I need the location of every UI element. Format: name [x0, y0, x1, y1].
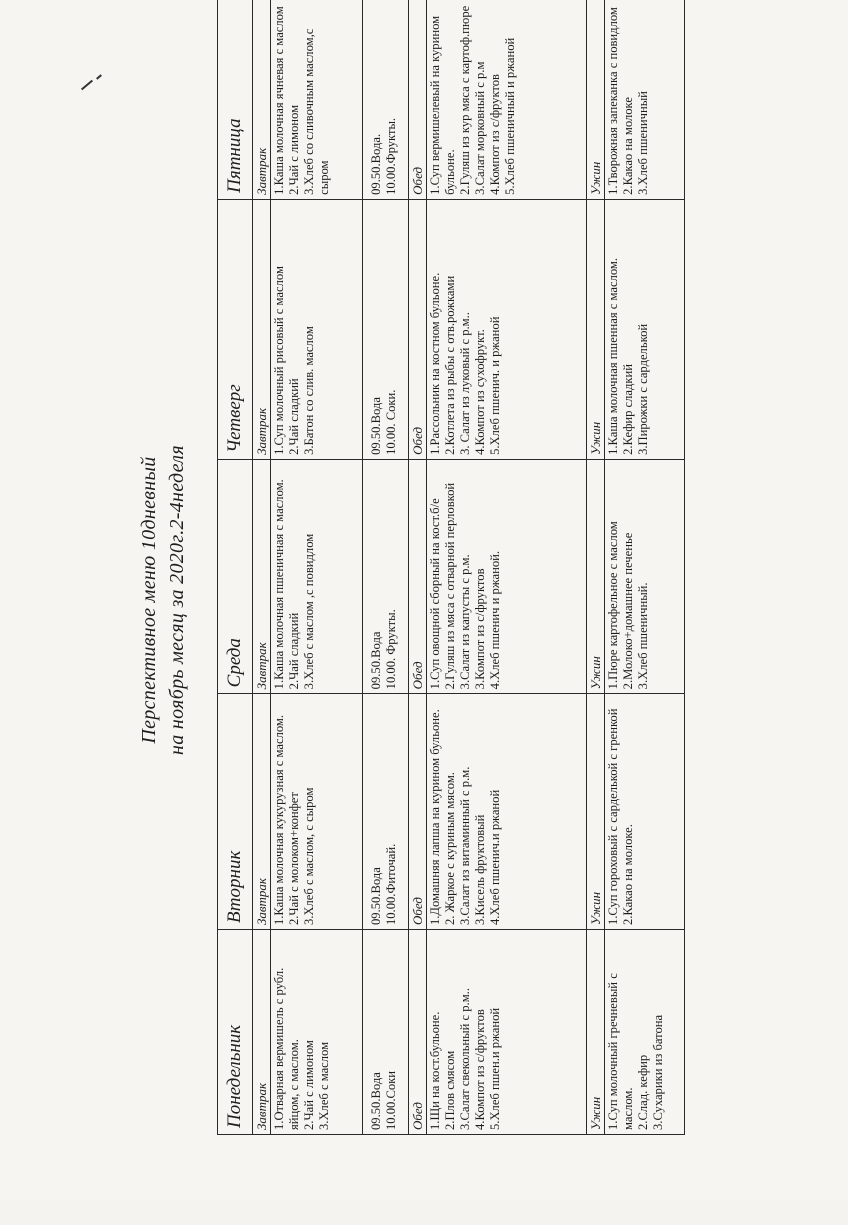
meal-label: Обед [410, 426, 425, 455]
dish: 3.Хлеб с маслом [317, 1041, 331, 1130]
dish: 2.Слад. кефир [636, 1054, 650, 1130]
dish: 2.Молоко+домашнее печенье [621, 532, 635, 690]
dish: 2.Чай сладкий [287, 378, 301, 455]
dish: 2.Гуляш из мяса с отварной перловкой [443, 482, 457, 690]
dish: 1.Творожная запеканка с повидлом [606, 7, 620, 195]
snack-item: 09.50.Вода [369, 1072, 383, 1130]
dish: 3.Кисель фруктовый [473, 814, 487, 926]
lunch-label-cell [409, 199, 427, 459]
dish: 4.Компот из с/фруктов [473, 1009, 487, 1130]
breakfast-items [271, 459, 363, 693]
dinner-items [605, 930, 685, 1135]
dish: 2.Гуляш из кур мяса с картоф.пюре [458, 5, 472, 195]
snack-cell [363, 694, 409, 930]
dish: 3.Компот из с/фруктов [473, 568, 487, 690]
snack-item: 10.00.Фиточай. [384, 843, 398, 926]
lunch-items-row [427, 0, 587, 1135]
dish: 1.Суп овощной сборный на кост.б/е [428, 498, 442, 690]
snack-cell [363, 199, 409, 459]
breakfast-cell [253, 930, 271, 1135]
snack-item: 10.00.Соки [384, 1070, 398, 1130]
rotated-page-content [121, 0, 727, 1225]
dish: 2.Чай с молоком+конфет [287, 792, 301, 926]
dish: 1.Пюре картофельное с маслом [606, 521, 620, 690]
dinner-items [605, 199, 685, 459]
dish: 3.Хлеб с маслом ,с повидлом [302, 533, 316, 690]
meal-label: Ужин [588, 421, 603, 455]
dinner-row [587, 0, 605, 1135]
breakfast-cell [253, 694, 271, 930]
meal-label: Обед [410, 661, 425, 690]
day-header: Пятница [218, 0, 253, 199]
dinner-items [605, 459, 685, 693]
dish: 1.Каша молочная пшеничная с маслом. [272, 479, 286, 690]
breakfast-items [271, 694, 363, 930]
meal-label: Ужин [588, 656, 603, 690]
dinner-items [605, 0, 685, 199]
dish: 1.Рассольник на костном бульоне. [428, 272, 442, 455]
dish: 3.Хлеб пшеничный [636, 91, 650, 195]
dish: 3.Салат морковный с р.м [473, 61, 487, 195]
dish: 3. Салат из луковый с р.м.. [458, 312, 472, 455]
meal-label: Обед [410, 166, 425, 195]
lunch-row [409, 0, 427, 1135]
dish: 3.Хлеб пшеничный. [636, 582, 650, 690]
dish: 1.Каша молочная пшенная с маслом. [606, 257, 620, 455]
lunch-items [427, 199, 587, 459]
dish: 2.Кефир сладкий [621, 363, 635, 455]
meal-label: Ужин [588, 161, 603, 195]
meal-label: Ужин [588, 1096, 603, 1130]
lunch-label-cell [409, 694, 427, 930]
lunch-items [427, 694, 587, 930]
dish: 2.Какао на молоке [621, 97, 635, 195]
dinner-label-cell [587, 930, 605, 1135]
snack-item: 09.50.Вода [369, 631, 383, 690]
dish: 3.Батон со слив. маслом [302, 326, 316, 455]
dish: 3.Хлеб с маслом, с сыром [302, 787, 316, 926]
lunch-label-cell [409, 459, 427, 693]
dish: 2.Чай с лимоном [302, 1040, 316, 1130]
dish: 5.Хлеб пшеничный и ржаной [503, 37, 517, 195]
snack-row [363, 0, 409, 1135]
snack-cell [363, 459, 409, 693]
meal-label: Обед [410, 1102, 425, 1130]
snack-cell [363, 930, 409, 1135]
day-header: Четверг [218, 199, 253, 459]
dish: 1.Суп молочный рисовый с маслом [272, 266, 286, 455]
dish: 2.Чай сладкий [287, 612, 301, 690]
dinner-label-cell [587, 459, 605, 693]
menu-title: Перспективное меню 10дневный [138, 456, 160, 744]
dish: 3.Салат свекольный с р.м.. [458, 988, 472, 1130]
dish: 1.Щи на кост.бульоне. [428, 1011, 442, 1130]
dinner-items-row [605, 0, 685, 1135]
days-header-row [218, 0, 253, 1135]
dish: 3.Салат из капусты с р.м. [458, 554, 472, 690]
dish: 2. Жаркое с куриным мясом. [443, 772, 457, 926]
dish: 5.Хлеб пшен.и ржаной [488, 1007, 502, 1130]
dish: 1.Суп гороховый с сарделькой с гренкой [606, 708, 620, 926]
meal-label: Завтрак [254, 1082, 269, 1130]
dish: 1.Суп молочный гречневый с маслом. [606, 973, 635, 1130]
snack-item: 10.00. Фрукты. [384, 609, 398, 690]
dish: 3.Хлеб со сливочным маслом,с сыром [302, 28, 331, 195]
breakfast-cell [253, 0, 271, 199]
meal-label: Завтрак [254, 642, 269, 690]
dish: 3.Салат из витаминный с р.м. [458, 766, 472, 926]
dish: 1.Каша молочная кукурузная с маслом. [272, 714, 286, 926]
snack-item: 09.50.Вода [369, 867, 383, 926]
dish: 2.Котлета из рыбы с отв.рожками [443, 275, 457, 455]
dinner-label-cell [587, 0, 605, 199]
dinner-items [605, 694, 685, 930]
day-header: Вторник [218, 694, 253, 930]
lunch-label-cell [409, 0, 427, 199]
dish: 2.Плов смясом [443, 1050, 457, 1130]
meal-label: Ужин [588, 891, 603, 926]
dish: 4.Компот из сухофрукт. [473, 329, 487, 455]
breakfast-items-row [271, 0, 363, 1135]
dinner-label-cell [587, 694, 605, 930]
breakfast-items [271, 199, 363, 459]
dish: 1.Каша молочная ячневая с маслом [272, 6, 286, 195]
snack-item: 10.00. Соки. [384, 389, 398, 455]
breakfast-cell [253, 199, 271, 459]
breakfast-items [271, 0, 363, 199]
dish: 3.Пирожки с сарделькой [636, 323, 650, 455]
meal-label: Завтрак [254, 877, 269, 926]
lunch-items [427, 930, 587, 1135]
day-header: Понедельник [218, 930, 253, 1135]
dish: 5.Хлеб пшенич. и ржаной [488, 316, 502, 455]
snack-item: 10.00.Фрукты. [384, 117, 398, 195]
dish: 1.Отварная вермишель с рубл. яйцом, с маслом. [272, 967, 301, 1130]
dish: 4.Компот из с/фруктов [488, 74, 502, 195]
menu-title-block [121, 0, 211, 1225]
meal-label: Обед [410, 897, 425, 926]
day-header: Среда [218, 459, 253, 693]
dish: 2.Чай с лимоном [287, 104, 301, 195]
breakfast-items [271, 930, 363, 1135]
meal-label: Завтрак [254, 147, 269, 195]
lunch-items [427, 0, 587, 199]
dish: 2.Какао на молоке. [621, 824, 635, 926]
dinner-label-cell [587, 199, 605, 459]
dish: 4.Хлеб пшенич.и ржаной [488, 789, 502, 926]
lunch-items [427, 459, 587, 693]
meal-label: Завтрак [254, 407, 269, 455]
snack-item: 09.50.Вода. [369, 133, 383, 195]
dish: 3.Сухарики из батона [651, 1014, 665, 1130]
menu-table [217, 0, 685, 1135]
breakfast-row [253, 0, 271, 1135]
dish: 1.Домашняя лапша на курином бульоне. [428, 709, 442, 926]
dish: 1.Суп вермишелевый на курином бульоне. [428, 15, 457, 195]
snack-item: 09.50.Вода [369, 397, 383, 455]
snack-cell [363, 0, 409, 199]
breakfast-cell [253, 459, 271, 693]
menu-subtitle: на ноябрь месяц за 2020г.2-4неделя [166, 445, 188, 755]
lunch-label-cell [409, 930, 427, 1135]
dish: 4.Хлеб пшенич и ржаной. [488, 550, 502, 690]
